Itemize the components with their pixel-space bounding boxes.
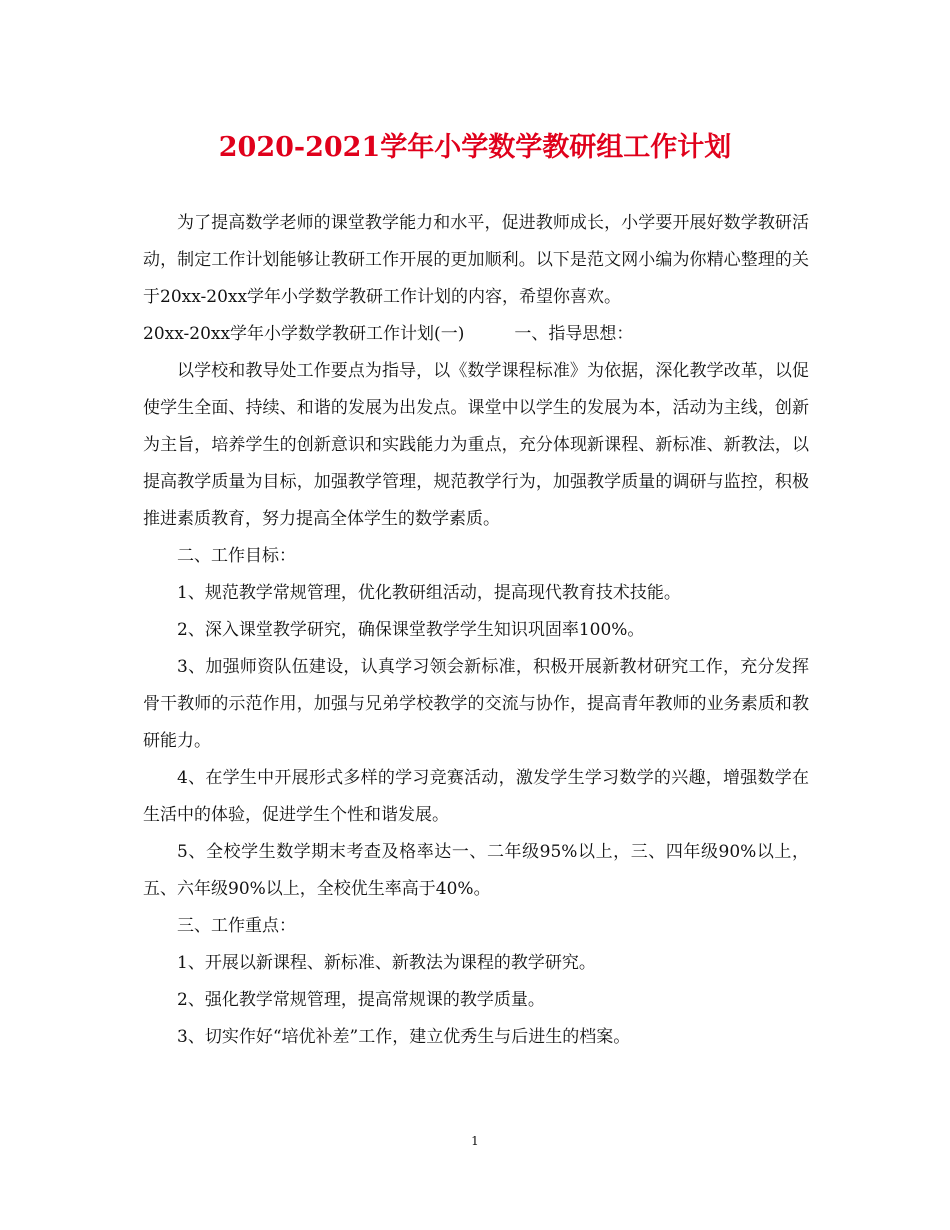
intro-paragraph: 为了提高数学老师的课堂教学能力和水平，促进教师成长，小学要开展好数学教研活动，制定工作计划能够让教研工作开展的更加顺利。以下是范文网小编为你精心整理的关于20xx-20xx学年小学数学教研工作计划的内容，希望你喜欢。: [143, 213, 809, 307]
focus-item: 2、强化教学常规管理，提高常规课的教学质量。: [177, 990, 545, 1010]
plan-heading: 20xx-20xx学年小学数学教研工作计划(一): [143, 324, 465, 344]
goal-item: 2、深入课堂教学研究，确保课堂教学学生知识巩固率100%。: [177, 620, 645, 640]
section1-heading: 一、指导思想：: [514, 324, 634, 344]
page-number: 1: [471, 1134, 479, 1148]
goal-item: 3、加强师资队伍建设，认真学习领会新标准，积极开展新教材研究工作，充分发挥骨干教师的示范作用，加强与兄弟学校教学的交流与协作，提高青年教师的业务素质和教研能力。: [143, 657, 809, 751]
plan-heading-line: [143, 316, 809, 353]
goal-item: 1、规范教学常规管理，优化教研组活动，提高现代教育技术技能。: [177, 583, 681, 603]
document-title: 2020-2021学年小学数学教研组工作计划: [218, 132, 732, 163]
goal-item: 5、全校学生数学期末考查及格率达一、二年级95%以上，三、四年级90%以上，五、六年级90%以上，全校优生率高于40%。: [143, 842, 809, 899]
section1-paragraph: 以学校和教导处工作要点为指导，以《数学课程标准》为依据，深化教学改革，以促使学生全面、持续、和谐的发展为出发点。课堂中以学生的发展为本，活动为主线，创新为主旨，培养学生的创新意识和实践能力为重点，充分体现新课程、新标准、新教法，以提高教学质量为目标，加强教学管理，规范教学行为，加强教学质量的调研与监控，积极推进素质教育，努力提高全体学生的数学素质。: [143, 361, 809, 529]
section3-heading: 三、工作重点：: [177, 916, 296, 936]
focus-item: 1、开展以新课程、新标准、新教法为课程的教学研究。: [177, 953, 596, 973]
focus-item: 3、切实作好“培优补差”工作，建立优秀生与后进生的档案。: [177, 1027, 631, 1047]
goal-item: 4、在学生中开展形式多样的学习竞赛活动，激发学生学习数学的兴趣，增强数学在生活中的体验，促进学生个性和谐发展。: [143, 768, 809, 825]
section2-heading: 二、工作目标：: [177, 546, 296, 566]
document-body: [143, 205, 809, 1056]
